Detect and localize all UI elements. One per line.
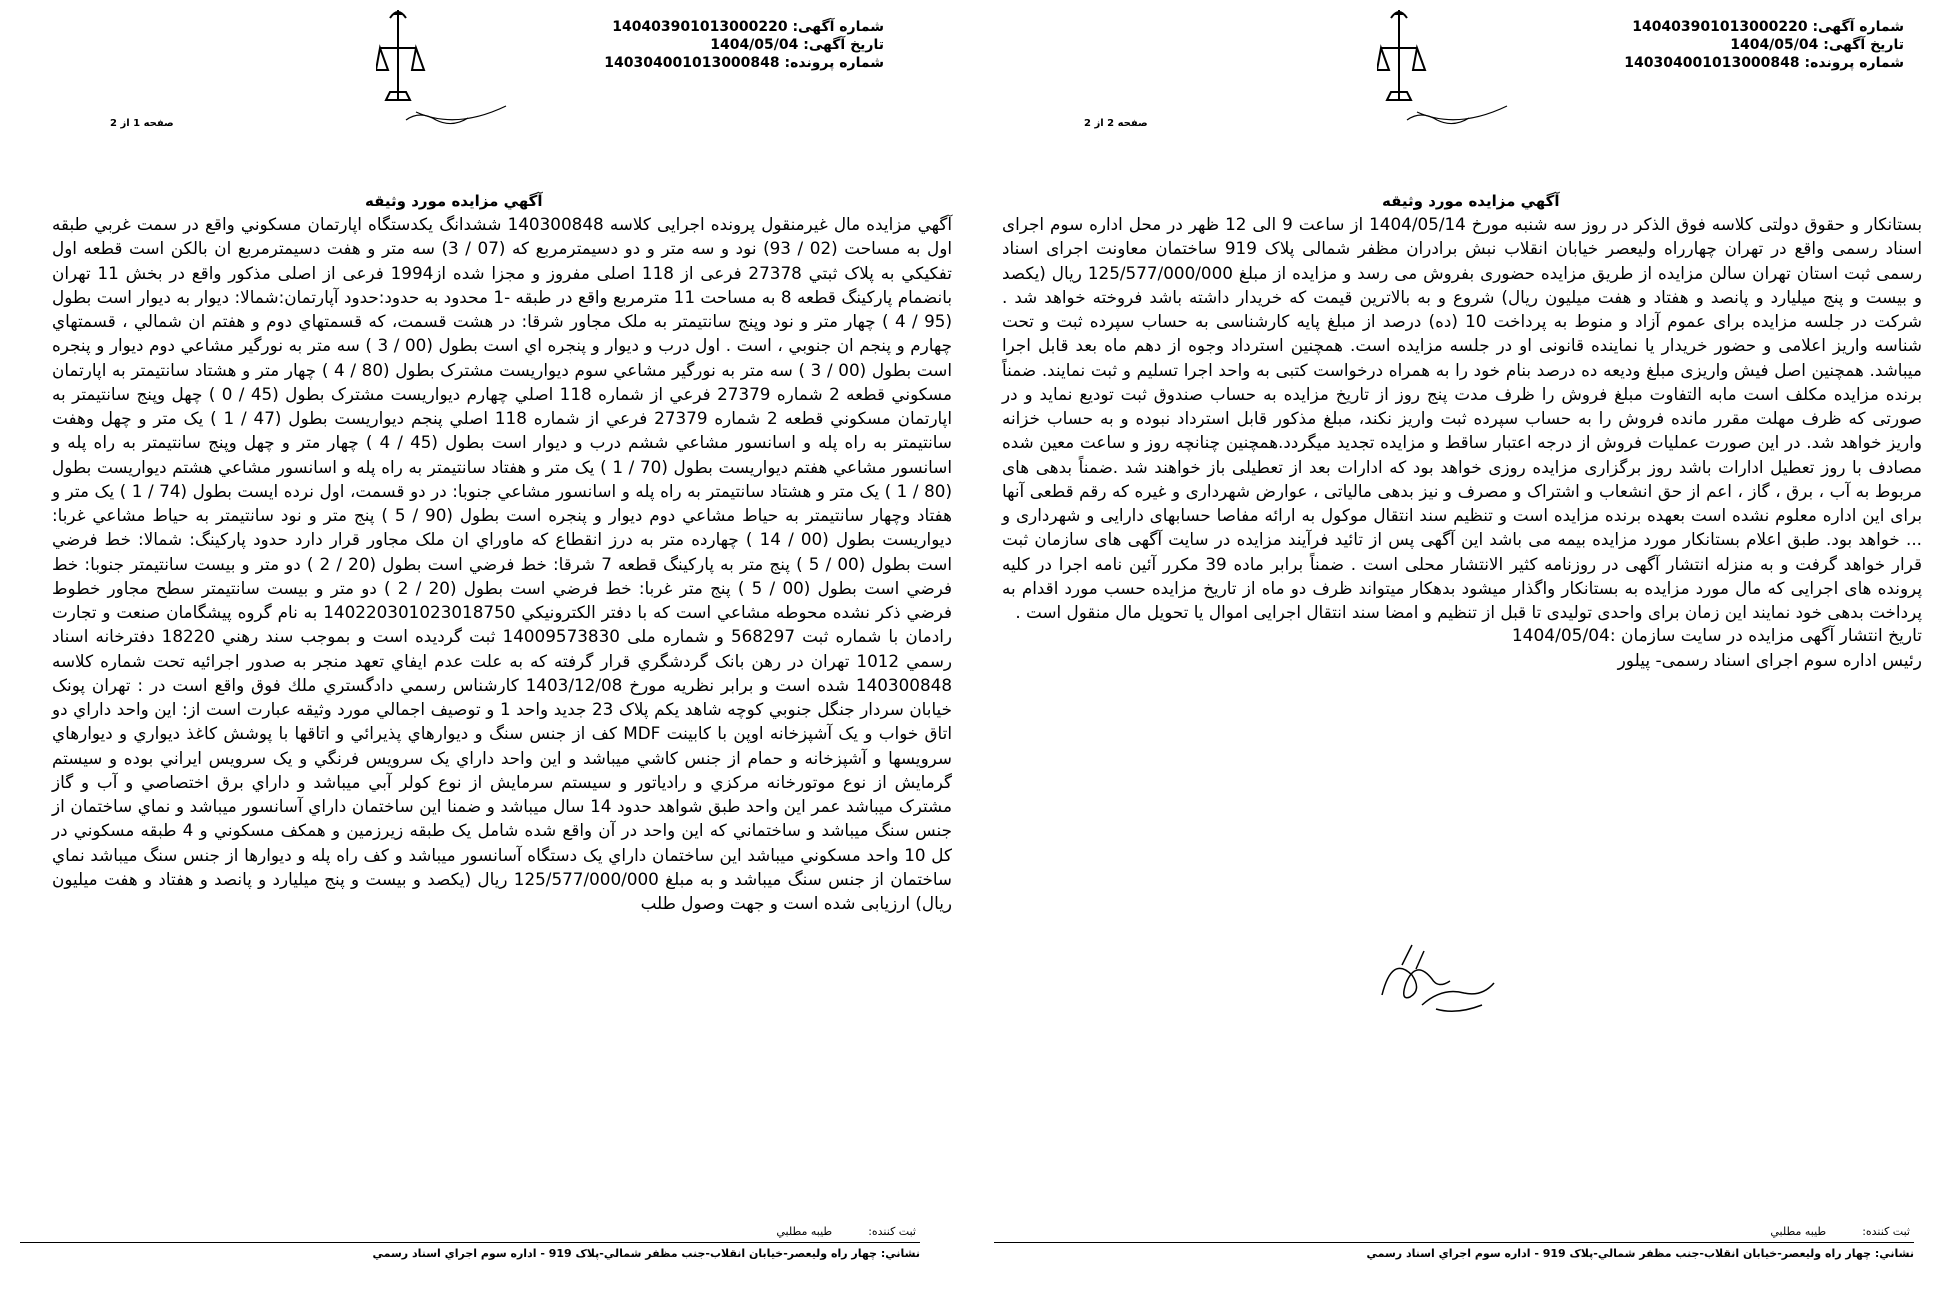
judiciary-emblem-icon [376,2,526,132]
registrar-label: ثبت کننده: [1862,1225,1910,1238]
file-number-row [604,54,884,72]
registrar-name: طيبه مطلبي [1770,1225,1827,1238]
footer-divider [994,1242,1914,1243]
file-number: 140304001013000848 [604,55,780,71]
page-number: صفحه 1 از 2 [110,118,174,129]
registrar-row [20,1224,920,1240]
notice-body [1002,212,1922,673]
office-address: نشاني: چهار راه وليعصر-خيابان انقلاب-جنب مظفر شمالي-پلاک 919 - اداره سوم اجراي اسناد رسمي [372,1247,920,1260]
registrar-name: طيبه مطلبي [776,1225,833,1238]
notice-footer [994,1224,1914,1262]
notice-header [604,18,884,72]
judiciary-emblem-icon [1377,2,1527,132]
ad-number-row [604,18,884,36]
ad-number-row [1624,18,1904,36]
ad-date: 1404/05/04 [710,37,799,53]
body-paragraph: بستانکار و حقوق دولتی کلاسه فوق الذکر در روز سه شنبه مورخ 1404/05/14 از ساعت 9 الی 12 ظهر در محل اداره سوم اجرای اسناد رسمی واقع در تهران چهارراه ولیعصر خیابان انقلاب نبش برادران مظفر شمالی پلاک 919 ساختمان معاونت اجرای اسناد رسمی ثبت استان تهران سالن مزایده از طریق مزایده حضوری بفروش می رسد و مزایده از مبلغ 125/577/000/000 ریال (یکصد و بیست و پنج میلیارد و پانصد و هفتاد و هفت میلیون ریال) شروع و به بالاترین قیمت که خریدار داشته باشد فروخته خواهد شد . شرکت در جلسه مزایده برای عموم آزاد و منوط به پرداخت 10 (ده) درصد از مبلغ پایه کارشناسی به حساب سپرده ثبت و تحت شناسه واریز اعلامی و حضور خریدار یا نماینده قانونی او در جلسه مزایده است. همچنین استرداد وجوه از دهم ماه بعد قابل اجرا میباشد. همچنین اصل فیش واریزی مبلغ ودیعه ده درصد بنام خود را به همراه درخواست کتبی به واحد اجرا تسلیم و ثبت نمایند. ضمناً برنده مزایده مکلف است مابه التفاوت مبلغ فروش را ظرف مدت پنج روز از تاریخ مزایده به حساب صندوق ثبت تودیع نماید و در صورتی که ظرف مهلت مقرر مانده فروش را به حساب سپرده ثبت واریز نکند، مبلغ مذکور قابل استرداد نبوده و به حساب خزانه واریز خواهد شد. در این صورت عملیات فروش از درجه اعتبار ساقط و مزایده تجدید میگردد.همچنین چنانچه روز و ساعت معین شده مصادف با روز تعطیل ادارات باشد روز برگزاری مزایده روزی خواهد بود که ادارات بعد از تعطیلی باز خواهند شد .ضمناً بدهی های مربوط به آب ، برق ، گاز ، اعم از حق انشعاب و اشتراک و مصرف و نیز بدهی مالیاتی ، عوارض شهرداری و غیره که رقم قطعی آنها برای این اداره معلوم نشده است بعهده برنده مزایده است و تنظیم سند انتقال موکول به ارائه مفاصا حسابهای دارایی و شهرداری و ... خواهد بود. طبق اعلام بستانکار مورد مزایده بیمه می باشد این آگهی پس از تائید فرآیند مزایده در سایت آگهی های سازمان ثبت قرار خواهد گرفت و به منزله انتشار آگهی در روزنامه کثیر الانتشار محلی است . ضمناً برابر ماده 39 مکرر آئین نامه اجرا در کلیه پرونده های اجرایی که مال مورد مزایده به بستانکار واگذار میشود بدهکار میتواند ظرف دو ماه از تاریخ مزایده حسب مورد اقدام به پرداخت بدهی خود نمایند این زمان برای واحدی تولیدی تا قبل از تنظیم و امضا سند انتقال اجرایی اموال یا تحویل مال منقول است . [1002,214,1923,622]
notice-title: آگهي مزايده مورد وثيقه [1382,192,1560,210]
ad-number: 140403901013000220 [1632,19,1808,35]
file-number-row [1624,54,1904,72]
office-head-line: رئیس اداره سوم اجرای اسناد رسمی- پیلور [1617,650,1922,671]
ad-number: 140403901013000220 [612,19,788,35]
signature-icon [1372,935,1502,1020]
file-number-label: شماره پرونده: [1804,55,1904,71]
ad-date: 1404/05/04 [1730,37,1819,53]
registrar-row [994,1224,1914,1240]
body-paragraph: آگهي مزايده مال غيرمنقول پرونده اجرايی کلاسه 140300848 ششدانگ يکدستگاه اپارتمان مسکوني واقع در سمت غربي طبقه اول به مساحت (02 / 93) نود و سه متر و دو دسيمترمربع که (07 / 3) سه متر و هفت دسيمترمربع ان بالکن است قطعه اول تفکيکي به پلاک ثبتي 27378 فرعی از 118 اصلی مفروز و مجزا شده از1994 فرعی از اصلی مذکور واقع در بخش 11 تهران بانضمام پارکينگ قطعه 8 به مساحت 11 مترمربع واقع در طبقه -1 محدود به حدود:حدود آپارتمان:شمالا: ديوار به ديوار است بطول (95 / 4 ) چهار متر و نود وپنج سانتيمتر به ملک مجاور شرقا: در هشت قسمت، که قسمتهاي دوم و هفتم ان شمالي ، قسمتهاي چهارم و پنجم ان جنوبي ، است . اول درب و ديوار و پنجره اي است بطول (00 / 3 ) سه متر به نورگير مشاعي دوم ديوار و پنجره است بطول (00 / 3 ) سه متر به نورگير مشاعي سوم ديواريست مشترک بطول (80 / 4 ) چهار متر و هشتاد سانتيمتر به اپارتمان مسکوني قطعه 2 شماره 27379 فرعي از شماره 118 اصلي چهارم ديواريست مشترک بطول (45 / 0 ) چهل وپنج سانتيمتر به اپارتمان مسکوني قطعه 2 شماره 27379 فرعي از شماره 118 اصلي پنجم ديواريست بطول (47 / 1 ) يک متر و چهل وهفت سانتيمتر به راه پله و اسانسور مشاعي ششم درب و ديوار است بطول (45 / 4 ) چهار متر و چهل وپنج سانتيمتر به راه پله و اسانسور مشاعي هفتم ديواريست بطول (70 / 1 ) يک متر و هفتاد سانتيمتر به راه پله و اسانسور مشاعي هشتم ديواريست بطول (80 / 1 ) يک متر و هشتاد سانتيمتر به راه پله و اسانسور مشاعي جنوبا: در دو قسمت، اول نرده ايست بطول (74 / 1 ) يک متر و هفتاد وچهار سانتيمتر به حياط مشاعي دوم ديوار و پنجره است بطول (90 / 5 ) پنج متر و نود سانتيمتر به حياط مشاعي غربا: ديواريست بطول (00 / 14 ) چهارده متر به درز انقطاع که ماوراي ان ملک مجاور قرار دارد حدود پارکينگ: شمالا: خط فرضي است بطول (00 / 5 ) پنج متر به پارکينگ قطعه 7 شرقا: خط فرضي است بطول (20 / 2 ) دو متر و بيست سانتيمتر جنوبا: خط فرضي است بطول (00 / 5 ) پنج متر غربا: خط فرضي است بطول (20 / 2 ) دو متر و بيست سانتيمتر سطح مجاور خطوط فرضي ذکر نشده محوطه مشاعي است که با دفتر الکترونيکي 140220301023018750 به نام گروه پيشگامان صنعت و تجارت رادمان با شماره ثبت 568297 و شماره ملی 14009573830 ثبت گرديده است و بموجب سند رهني 18220 دفترخانه اسناد رسمي 1012 تهران در رهن بانک گردشگري قرار گرفته که به علت عدم ايفاي تعهد منجر به صدور اجرائيه تحت شماره کلاسه 140300848 شده است و برابر نظريه مورخ 1403/12/08 کارشناس رسمي دادگستري ملك فوق واقع است در : تهران پونک خيابان سردار جنگل جنوبي کوچه شاهد يکم پلاک 23 جديد واحد 1 و توصيف اجمالي مورد وثيقه عبارت است از: اين واحد داراي دو اتاق خواب و يک آشپزخانه اوپن با کابينت MDF کف از جنس سنگ و ديوارهاي پذيرائي و اتاقها با پوشش کاغذ ديواري و ديوارهاي سرويسها و آشپزخانه و حمام از جنس کاشي ميباشد و اين واحد داراي يک سرويس فرنگي و يک سرويس ايراني بوده و سيستم گرمايش از نوع موتورخانه مرکزي و رادياتور و سيستم سرمايش از نوع کولر آبي ميباشد و داراي برق اختصاصي و آب و گاز مشترک ميباشد عمر اين واحد طبق شواهد حدود 14 سال ميباشد و ضمنا اين ساختمان داراي آسانسور ميباشد و نماي ساختمان از جنس سنگ ميباشد و ساختماني که اين واحد در آن واقع شده شامل يک طبقه زيرزمين و همکف مسکوني و 4 طبقه مسکوني در کل 10 واحد مسکوني ميباشد اين ساختمان داراي يک دستگاه آسانسور ميباشد و کف راه پله و ديوارها از جنس سنگ ميباشد نماي ساختمان از جنس سنگ ميباشد و به مبلغ 125/577/000/000 ريال (يکصد و بيست و پنج ميليارد و پانصد و هفتاد و هفت ميليون ريال) ارزيابی شده است و جهت وصول طلب [52,214,953,913]
ad-date-label: تاریخ آگهی: [803,37,884,53]
notice-header [1624,18,1904,72]
notice-body [52,212,952,915]
footer-divider [20,1242,920,1243]
ad-date-row [604,36,884,54]
ad-date-row [1624,36,1904,54]
notice-title: آگهي مزايده مورد وثيقه [365,192,543,210]
publication-date-line: تاریخ انتشار آگهی مزایده در سایت سازمان :1404/05/04 [1511,626,1922,647]
page-number: صفحه 2 از 2 [1084,118,1148,129]
ad-date-label: تاریخ آگهی: [1823,37,1904,53]
ad-number-label: شماره آگهی: [792,19,884,35]
file-number: 140304001013000848 [1624,55,1800,71]
file-number-label: شماره پرونده: [784,55,884,71]
registrar-label: ثبت کننده: [868,1225,916,1238]
notice-footer [20,1224,920,1262]
office-address: نشاني: چهار راه وليعصر-خيابان انقلاب-جنب مظفر شمالي-پلاک 919 - اداره سوم اجراي اسناد رسمي [1366,1247,1914,1260]
notice-page-2 [972,0,1944,1293]
ad-number-label: شماره آگهی: [1812,19,1904,35]
